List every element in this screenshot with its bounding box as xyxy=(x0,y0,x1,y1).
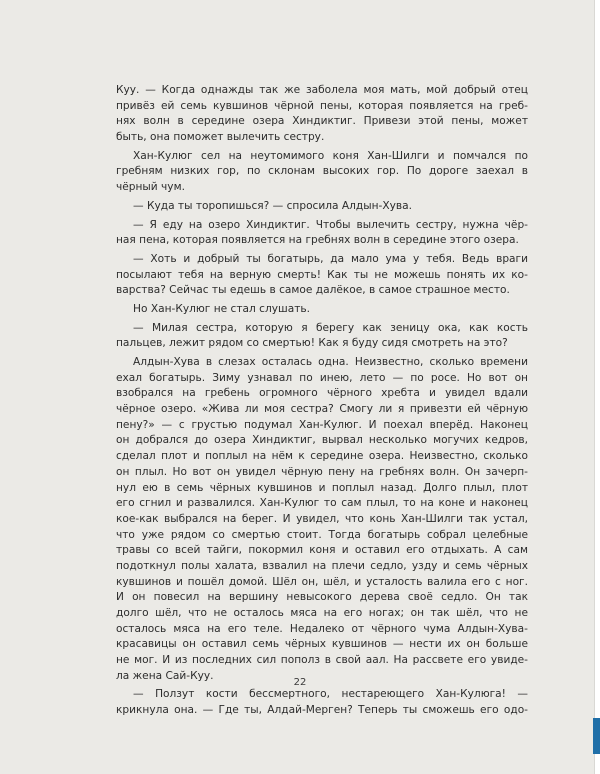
text-line: осталось мяса на его теле. Недалеко от чёрного чума Алдын-Хува- xyxy=(116,622,528,635)
paragraph xyxy=(116,321,528,352)
text-line: не мог. И из последних сил пополз в свой аал. На рассвете его увиде- xyxy=(116,654,528,667)
text-line: гребням низких гор, по склонам высоких гор. По дороге заехал в xyxy=(116,165,528,178)
text-line: чёрное озеро. «Жива ли моя сестра? Смогу ли я привезти ей чёрную xyxy=(116,403,528,416)
page-text xyxy=(116,83,528,719)
text-line: Но Хан-Кулюг не стал слушать. xyxy=(133,302,310,315)
paragraph xyxy=(116,149,528,196)
paragraph xyxy=(116,687,528,718)
text-line: что уже рядом со смертью стоит. Тогда богатырь собрал целебные xyxy=(116,528,528,541)
text-line: травы со всей тайги, покормил коня и оставил его отдыхать. А сам xyxy=(116,544,528,557)
text-line: — Милая сестра, которую я берегу как зеницу ока, как кость xyxy=(133,321,528,334)
text-line: варства? Сейчас ты едешь в самое далёкое, в самое страшное место. xyxy=(116,284,510,297)
text-line: — Куда ты торопишься? — спросила Алдын-Хува. xyxy=(133,199,412,212)
paragraph xyxy=(116,355,528,684)
text-line: — Хоть и добрый ты богатырь, да мало ума у тебя. Ведь враги xyxy=(133,252,528,265)
text-line: кое-как выбрался на берег. И увидел, что конь Хан-Шилги так устал, xyxy=(116,512,528,525)
text-line: он плыл. Но вот он увидел чёрную пену на гребнях волн. Он зачерп- xyxy=(116,465,528,478)
text-line: быть, она поможет вылечить сестру. xyxy=(116,131,325,144)
text-line: — Я еду на озеро Хиндиктиг. Чтобы вылечить сестру, нужна чёр- xyxy=(133,218,528,231)
text-line: посылают тебя на верную смерть! Как ты не можешь понять их ко- xyxy=(116,268,528,281)
text-line: привёз ей семь кувшинов чёрной пены, которая появляется на греб- xyxy=(116,99,528,112)
text-line: И он повесил на вершину невысокого дерева своё седло. Он так xyxy=(116,591,528,604)
text-line: крикнула она. — Где ты, Алдай-Мерген? Теперь ты сможешь его одо- xyxy=(116,704,528,717)
text-line: он добрался до озера Хиндиктиг, вырвал несколько могучих кедров, xyxy=(116,434,528,447)
text-line: Хан-Кулюг сел на неутомимого коня Хан-Шилги и помчался по xyxy=(133,149,528,162)
edge-bookmark-strip xyxy=(593,718,600,754)
paragraph xyxy=(116,218,528,249)
text-line: его сгнил и развалился. Хан-Кулюг то сам плыл, то на коне и наконец xyxy=(116,497,528,510)
text-line: ная пена, которая появляется на гребнях волн в середине этого озера. xyxy=(116,234,519,247)
paragraph xyxy=(116,302,528,318)
text-line: нул ею в семь чёрных кувшинов и поплыл назад. Долго плыл, плот xyxy=(116,481,528,494)
text-line: взобрался на гребень огромного чёрного хребта и увидел вдали xyxy=(116,387,528,400)
text-line: кувшинов и пошёл домой. Шёл он, шёл, и усталость валила его с ног. xyxy=(116,575,528,588)
text-line: пальцев, лежит рядом со смертью! Как я буду сидя смотреть на это? xyxy=(116,337,508,350)
text-line: долго шёл, что не осталось мяса на его ногах; он так шёл, что не xyxy=(116,607,528,619)
paragraph xyxy=(116,83,528,146)
page-edge xyxy=(594,0,595,774)
paragraph xyxy=(116,252,528,299)
text-line: Алдын-Хува в слезах осталась одна. Неизвестно, сколько времени xyxy=(133,356,528,368)
text-line: подоткнул полы халата, взвалил на плечи седло, узду и семь чёрных xyxy=(116,559,528,572)
text-line: ла жена Сай-Куу. xyxy=(116,669,214,682)
text-line: сделал плот и поплыл на нём к середине озера. Неизвестно, сколько xyxy=(116,450,528,463)
text-line: пену?» — с грустью подумал Хан-Кулюг. И поехал вперёд. Наконец xyxy=(116,418,528,431)
text-line: ехал богатырь. Зиму узнавал по инею, лето — по росе. Но вот он xyxy=(116,371,528,384)
text-line: красавицы он оставил семь чёрных кувшинов — нести их он больше xyxy=(116,638,528,651)
text-line: нях волн в середине озера Хиндиктиг. Привези этой пены, может xyxy=(116,115,528,128)
text-line: — Ползут кости бессмертного, нестареющего Хан-Кулюга! — xyxy=(133,688,528,701)
text-line: чёрный чум. xyxy=(116,181,185,194)
text-line: Куу. — Когда однажды так же заболела моя мать, мой добрый отец xyxy=(116,84,528,96)
paragraph xyxy=(116,199,528,215)
page-number: 22 xyxy=(293,677,307,688)
